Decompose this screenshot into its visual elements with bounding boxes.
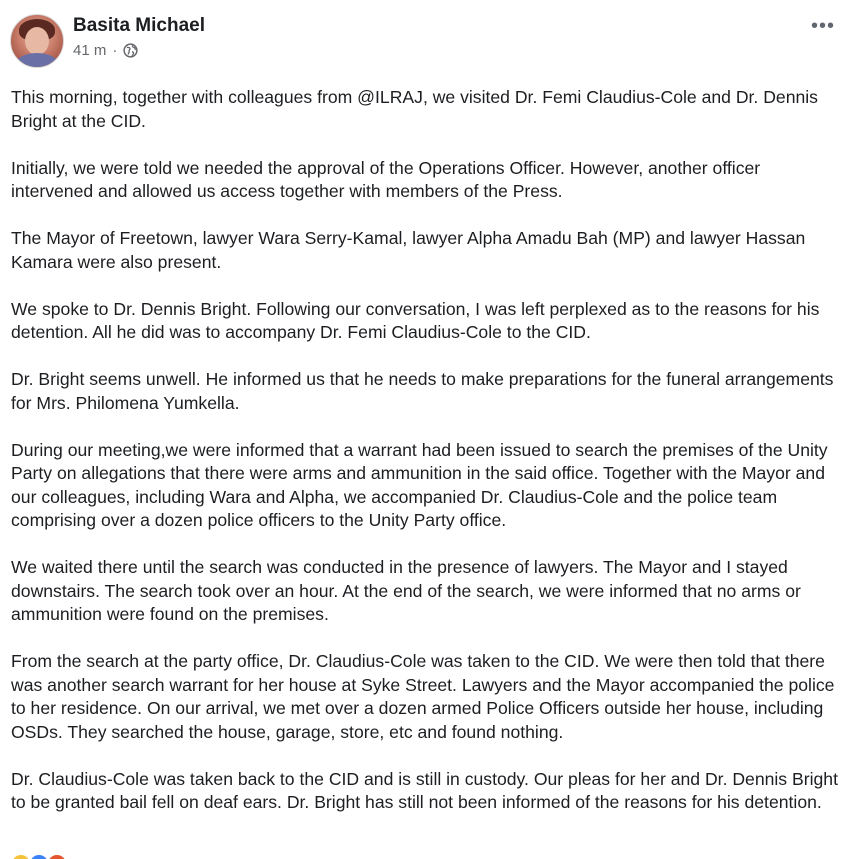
post-meta <box>73 42 138 59</box>
post-paragraph: During our meeting,we were informed that a warrant had been issued to search the premises of the Unity Party on allegations that there were arms and ammunition in the said office. Together with the Mayor and our colleagues, including Wara and Alpha, we accompanied Dr. Claudius-Cole and the police team comprising over a dozen police officers to the Unity Party office. <box>11 439 828 530</box>
meta-separator: · <box>112 42 118 59</box>
more-options-button[interactable] <box>809 14 837 38</box>
post-paragraph: Initially, we were told we needed the approval of the Operations Officer. However, another officer intervened and allowed us access together with members of the Press. <box>11 157 761 201</box>
post-paragraph: The Mayor of Freetown, lawyer Wara Serry-Kamal, lawyer Alpha Amadu Bah (MP) and lawyer Hassan Kamara were also present. <box>11 228 806 272</box>
avatar[interactable] <box>10 14 64 68</box>
post-paragraph: We spoke to Dr. Dennis Bright. Following our conversation, I was left perplexed as to the reasons for his detention. All he did was to accompany Dr. Femi Claudius-Cole to the CID. <box>11 298 820 342</box>
avatar-face <box>25 27 49 55</box>
post-paragraph: Dr. Bright seems unwell. He informed us that he needs to make preparations for the funeral arrangements for Mrs. Philomena Yumkella. <box>11 369 834 413</box>
globe-icon <box>123 43 138 58</box>
post-paragraph: Dr. Claudius-Cole was taken back to the CID and is still in custody. Our pleas for her and Dr. Dennis Bright to be granted bail fell on deaf ears. Dr. Bright has still not been informed of the reasons for his detention. <box>11 768 838 812</box>
post-paragraph: From the search at the party office, Dr. Claudius-Cole was taken to the CID. We were then told that there was another search warrant for her house at Syke Street. Lawyers and the Mayor accompanied the police to her residence. On our arrival, we met over a dozen armed Police Officers outside her house, including OSDs. They searched the house, garage, store, etc and found nothing. <box>11 651 835 742</box>
more-options-icon: ••• <box>810 15 835 37</box>
post-paragraph: We waited there until the search was conducted in the presence of lawyers. The Mayor and I stayed downstairs. The search took over an hour. At the end of the search, we were informed that no arms or ammunition were found on the premises. <box>11 557 801 624</box>
post-paragraph: This morning, together with colleagues from @ILRAJ, we visited Dr. Femi Claudius-Cole and Dr. Dennis Bright at the CID. <box>11 87 818 131</box>
author-name[interactable]: Basita Michael <box>73 15 205 36</box>
post-timestamp[interactable]: 41 m <box>73 42 107 59</box>
sad-reaction-icon <box>46 853 68 859</box>
avatar-shoulders <box>15 53 59 68</box>
post-header <box>10 12 847 70</box>
reaction-icons[interactable] <box>10 853 64 859</box>
post-body <box>11 86 846 838</box>
